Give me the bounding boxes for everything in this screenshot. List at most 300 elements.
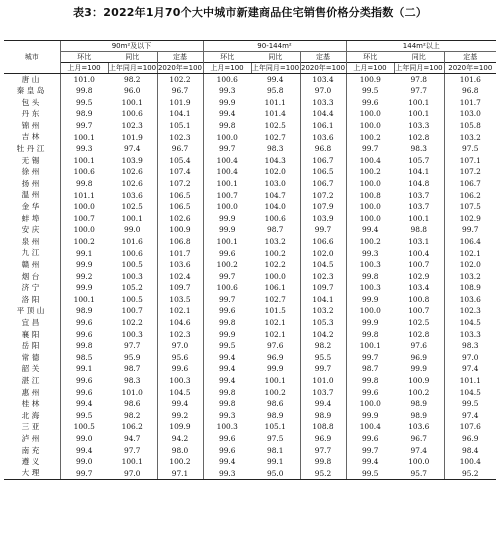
index-value-cell: 99.8 (60, 340, 108, 352)
index-value-cell: 99.3 (346, 247, 394, 259)
index-value-cell: 99.7 (203, 294, 251, 306)
city-name: 锦州 (21, 120, 42, 130)
index-value-cell: 99.6 (157, 363, 203, 375)
index-value-cell: 99.8 (203, 317, 251, 329)
index-value-cell: 107.2 (157, 178, 203, 190)
index-value-cell: 99.7 (346, 143, 394, 155)
index-value-cell: 102.1 (264, 329, 286, 339)
index-value-cell: 100.1 (60, 294, 108, 306)
city-name: 蚌埠 (21, 213, 42, 223)
index-value-cell: 99.9 (203, 329, 251, 341)
city-name: 平顶山 (16, 306, 47, 316)
group-header-90-and-below: 90m²及以下 (60, 41, 203, 52)
index-value-cell: 100.1 (264, 376, 286, 386)
index-value-cell: 98.0 (157, 445, 203, 457)
index-value-cell: 103.9 (300, 213, 346, 225)
table-row (4, 294, 496, 306)
index-value-cell: 99.9 (410, 364, 428, 374)
index-value-cell: 100.0 (346, 201, 394, 213)
index-value-cell: 100.0 (346, 213, 394, 225)
index-value-cell: 98.9 (60, 305, 108, 317)
index-value-cell: 105.4 (157, 155, 203, 167)
index-value-cell: 106.7 (444, 178, 496, 190)
index-value-cell: 99.0 (60, 456, 108, 468)
index-value-cell: 103.0 (264, 178, 286, 188)
index-value-cell: 102.5 (264, 120, 286, 130)
index-value-cell: 106.4 (444, 236, 496, 248)
index-value-cell: 103.4 (300, 74, 346, 86)
index-value-cell: 103.6 (300, 131, 346, 143)
index-value-cell: 101.9 (121, 132, 143, 142)
index-value-cell: 103.2 (444, 131, 496, 143)
table-row (4, 445, 496, 457)
index-value-cell: 99.4 (203, 352, 251, 364)
sub-header-mom: 环比 (60, 52, 108, 63)
index-value-cell: 99.2 (157, 410, 203, 422)
index-value-cell: 101.0 (60, 74, 108, 86)
index-value-cell: 101.7 (444, 97, 496, 109)
index-value-cell: 103.7 (408, 190, 430, 200)
index-value-cell: 95.9 (124, 352, 141, 362)
index-value-cell: 107.2 (444, 166, 496, 178)
index-value-cell: 99.7 (346, 445, 394, 457)
city-name: 九江 (21, 248, 42, 258)
index-value-cell: 99.8 (346, 329, 394, 341)
index-value-cell: 99.8 (346, 375, 394, 387)
index-value-cell: 100.6 (203, 282, 251, 294)
index-value-cell: 99.3 (60, 143, 108, 155)
index-value-cell: 100.7 (121, 306, 143, 316)
index-value-cell: 97.4 (444, 363, 496, 375)
index-value-cell: 100.9 (157, 224, 203, 236)
index-value-cell: 94.7 (124, 434, 141, 443)
index-value-cell: 99.4 (60, 445, 108, 457)
city-name: 吉林 (21, 132, 42, 142)
index-value-cell: 100.7 (203, 189, 251, 201)
index-value-cell: 97.7 (300, 445, 346, 457)
index-value-cell: 104.3 (264, 155, 286, 165)
index-value-cell: 104.1 (408, 167, 430, 177)
index-value-cell: 97.5 (444, 143, 496, 155)
index-value-cell: 97.6 (267, 341, 284, 351)
index-value-cell: 106.2 (444, 189, 496, 201)
city-name: 烟台 (21, 271, 42, 281)
index-value-cell: 99.6 (60, 387, 108, 399)
index-value-cell: 102.0 (264, 167, 286, 177)
index-value-cell: 100.2 (157, 456, 203, 468)
index-value-cell: 103.7 (300, 387, 346, 399)
index-value-cell: 101.1 (60, 189, 108, 201)
index-value-cell: 106.7 (300, 178, 346, 190)
index-value-cell: 99.1 (60, 363, 108, 375)
index-value-cell: 100.5 (121, 294, 143, 304)
index-value-cell: 100.0 (264, 271, 286, 281)
table-row (4, 166, 496, 178)
index-value-cell: 100.3 (121, 329, 143, 339)
city-name: 岳阳 (21, 341, 42, 351)
index-value-cell: 99.4 (157, 398, 203, 410)
table-row (4, 189, 496, 201)
index-value-cell: 105.1 (157, 120, 203, 132)
index-value-cell: 96.9 (267, 352, 284, 362)
table-row (4, 282, 496, 294)
table-row (4, 201, 496, 213)
index-value-cell: 100.6 (121, 109, 143, 119)
index-value-cell: 100.7 (408, 306, 430, 316)
index-value-cell: 105.2 (121, 283, 143, 293)
group-header-90-144: 90-144m² (203, 41, 346, 52)
index-value-cell: 99.7 (60, 468, 108, 480)
table-row (4, 375, 496, 387)
table-row (4, 178, 496, 190)
table-row (4, 398, 496, 410)
index-value-cell: 100.2 (264, 248, 286, 258)
index-value-cell: 99.8 (203, 398, 251, 410)
index-value-cell: 99.1 (60, 247, 108, 259)
index-value-cell: 100.5 (60, 421, 108, 433)
index-value-cell: 99.8 (300, 456, 346, 468)
sub-header-yoy: 同比 (268, 52, 283, 61)
index-value-cell: 97.1 (157, 468, 203, 480)
table-body (4, 74, 496, 480)
city-name: 金华 (21, 202, 42, 212)
city-name: 安庆 (21, 225, 42, 235)
index-value-cell: 97.7 (410, 86, 428, 96)
city-name: 襄阳 (21, 329, 42, 339)
index-value-cell: 104.5 (444, 317, 496, 329)
index-value-cell: 102.2 (121, 318, 143, 328)
table-title: 表3：2022年1月70个大中城市新建商品住宅销售价格分类指数（二） (72, 6, 428, 19)
index-value-cell: 100.3 (346, 282, 394, 294)
index-value-cell: 101.6 (121, 236, 143, 246)
table-row (4, 97, 496, 109)
index-value-cell: 100.3 (157, 375, 203, 387)
index-value-cell: 100.4 (203, 155, 251, 167)
index-value-cell: 97.4 (410, 445, 428, 455)
index-value-cell: 102.3 (444, 305, 496, 317)
base-header-2020: 2020年=100 (444, 63, 496, 74)
index-value-cell: 100.8 (408, 294, 430, 304)
index-value-cell: 97.0 (300, 85, 346, 97)
city-name: 洛阳 (21, 294, 42, 304)
index-value-cell: 97.4 (444, 410, 496, 422)
index-value-cell: 98.6 (267, 399, 284, 409)
city-name: 赣州 (21, 260, 42, 269)
table-row (4, 271, 496, 283)
index-value-cell: 102.2 (264, 260, 286, 270)
index-value-cell: 100.1 (203, 178, 251, 190)
table-row (4, 74, 496, 86)
city-name: 徐州 (21, 167, 42, 177)
index-value-cell: 98.9 (410, 399, 428, 409)
index-value-cell: 100.2 (408, 387, 430, 397)
index-value-cell: 98.7 (346, 363, 394, 375)
base-header-same-month-last-year: 上年同月=100 (395, 63, 443, 72)
index-value-cell: 109.7 (157, 282, 203, 294)
index-value-cell: 96.9 (410, 352, 428, 362)
index-value-cell: 99.8 (203, 120, 251, 132)
index-value-cell: 99.6 (60, 329, 108, 341)
index-value-cell: 95.2 (444, 468, 496, 480)
index-value-cell: 104.8 (408, 178, 430, 188)
index-value-cell: 98.2 (300, 340, 346, 352)
index-value-cell: 104.5 (157, 387, 203, 399)
index-value-cell: 99.2 (60, 271, 108, 283)
index-value-cell: 99.6 (346, 387, 394, 399)
index-value-cell: 104.5 (300, 259, 346, 271)
city-name: 泸州 (21, 433, 42, 443)
index-value-cell: 100.6 (60, 166, 108, 178)
sub-header-fixed-base: 定基 (157, 52, 203, 63)
index-value-cell: 103.4 (408, 283, 430, 293)
index-value-cell: 100.6 (264, 213, 286, 223)
index-value-cell: 99.6 (60, 375, 108, 387)
city-name: 惠州 (21, 387, 42, 397)
index-value-cell: 98.9 (60, 108, 108, 120)
index-value-cell: 100.1 (408, 213, 430, 223)
index-value-cell: 107.1 (444, 155, 496, 167)
index-value-cell: 97.0 (444, 352, 496, 364)
base-header-last-month: 上月=100 (203, 63, 251, 74)
index-value-cell: 102.3 (157, 131, 203, 143)
index-value-cell: 103.6 (157, 259, 203, 271)
index-value-cell: 100.0 (346, 108, 394, 120)
index-value-cell: 99.4 (203, 108, 251, 120)
index-value-cell: 102.5 (408, 318, 430, 328)
index-value-cell: 100.1 (408, 109, 430, 119)
index-value-cell: 104.6 (157, 317, 203, 329)
price-index-table (4, 40, 496, 480)
index-value-cell: 100.0 (346, 178, 394, 190)
index-value-cell: 104.1 (157, 108, 203, 120)
index-value-cell: 99.6 (346, 97, 394, 109)
index-value-cell: 100.2 (346, 131, 394, 143)
index-value-cell: 99.3 (203, 85, 251, 97)
index-value-cell: 98.2 (124, 74, 141, 84)
index-value-cell: 100.7 (408, 260, 430, 270)
index-value-cell: 99.3 (203, 468, 251, 480)
index-value-cell: 99.6 (203, 247, 251, 259)
city-name: 牡丹江 (16, 144, 47, 154)
index-value-cell: 99.9 (346, 317, 394, 329)
table-row (4, 155, 496, 167)
table-row (4, 352, 496, 364)
index-value-cell: 100.1 (121, 97, 143, 107)
index-value-cell: 99.3 (203, 410, 251, 422)
index-value-cell: 100.2 (346, 236, 394, 248)
index-value-cell: 103.0 (444, 108, 496, 120)
base-header-2020: 2020年=100 (157, 63, 203, 72)
index-value-cell: 102.1 (264, 318, 286, 328)
index-value-cell: 107.6 (444, 421, 496, 433)
index-value-cell: 102.3 (121, 120, 143, 130)
index-value-cell: 105.7 (408, 155, 430, 165)
index-value-cell: 103.3 (408, 120, 430, 130)
index-value-cell: 103.5 (157, 294, 203, 306)
index-value-cell: 99.0 (124, 225, 141, 235)
index-value-cell: 98.9 (410, 410, 428, 420)
table-row (4, 387, 496, 399)
index-value-cell: 99.4 (203, 375, 251, 387)
table-row (4, 363, 496, 375)
table-row (4, 329, 496, 341)
table-header (4, 41, 496, 74)
index-value-cell: 100.3 (121, 271, 143, 281)
index-value-cell: 103.6 (121, 190, 143, 200)
index-value-cell: 101.1 (264, 97, 286, 107)
index-value-cell: 100.2 (264, 387, 286, 397)
index-value-cell: 100.6 (121, 248, 143, 258)
city-name: 济宁 (21, 283, 42, 293)
index-value-cell: 103.7 (408, 202, 430, 212)
index-value-cell: 100.8 (346, 189, 394, 201)
index-value-cell: 100.4 (203, 166, 251, 178)
index-value-cell: 98.3 (124, 376, 141, 386)
sub-header-fixed-base: 定基 (444, 52, 496, 63)
city-name: 桂林 (21, 399, 42, 409)
index-value-cell: 95.7 (394, 468, 444, 480)
index-value-cell: 99.8 (346, 271, 394, 283)
index-value-cell: 106.8 (157, 236, 203, 248)
index-value-cell: 100.0 (346, 398, 394, 410)
index-value-cell: 98.1 (267, 445, 284, 455)
index-value-cell: 100.5 (121, 260, 143, 270)
index-value-cell: 101.1 (444, 375, 496, 387)
sub-header-mom: 环比 (203, 52, 251, 63)
index-value-cell: 106.5 (157, 201, 203, 213)
index-value-cell: 101.6 (444, 74, 496, 86)
index-value-cell: 95.5 (300, 352, 346, 364)
index-value-cell: 95.2 (300, 468, 346, 480)
index-value-cell: 101.7 (157, 247, 203, 259)
index-value-cell: 98.9 (267, 410, 284, 420)
table-row (4, 340, 496, 352)
index-value-cell: 99.9 (203, 213, 251, 225)
city-name: 常德 (21, 352, 42, 362)
index-value-cell: 100.3 (346, 259, 394, 271)
index-value-cell: 99.7 (346, 352, 394, 364)
index-value-cell: 102.8 (408, 132, 430, 142)
index-value-cell: 103.2 (264, 236, 286, 246)
index-value-cell: 106.6 (300, 236, 346, 248)
index-value-cell: 100.4 (408, 248, 430, 258)
index-value-cell: 106.1 (300, 120, 346, 132)
index-value-cell: 96.8 (444, 85, 496, 97)
base-header-last-month: 上月=100 (60, 63, 108, 74)
index-value-cell: 98.3 (444, 340, 496, 352)
index-value-cell: 97.5 (267, 434, 284, 443)
table-row (4, 131, 496, 143)
index-value-cell: 102.9 (444, 213, 496, 225)
city-name: 北海 (21, 410, 42, 420)
table-row (4, 213, 496, 225)
index-value-cell: 99.9 (60, 282, 108, 294)
city-name: 包头 (21, 97, 42, 107)
table-row (4, 317, 496, 329)
index-value-cell: 101.0 (121, 387, 143, 397)
index-value-cell: 98.3 (267, 144, 284, 154)
city-name: 秦皇岛 (16, 86, 47, 96)
index-value-cell: 103.1 (408, 236, 430, 246)
sub-header-yoy: 同比 (125, 52, 140, 61)
index-value-cell: 100.0 (60, 224, 108, 236)
index-value-cell: 99.6 (60, 317, 108, 329)
index-value-cell: 98.6 (124, 399, 141, 409)
index-value-cell: 99.7 (203, 143, 251, 155)
index-value-cell: 104.2 (300, 329, 346, 341)
city-name: 无锡 (21, 155, 42, 165)
city-name: 大理 (4, 468, 60, 480)
index-value-cell: 99.8 (60, 178, 108, 190)
index-value-cell: 99.6 (203, 433, 251, 445)
index-value-cell: 104.5 (444, 387, 496, 399)
index-value-cell: 98.4 (444, 445, 496, 457)
index-value-cell: 102.1 (444, 247, 496, 259)
table-row (4, 259, 496, 271)
index-value-cell: 99.1 (267, 457, 284, 467)
index-value-cell: 102.2 (157, 74, 203, 86)
index-value-cell: 102.7 (264, 294, 286, 304)
index-value-cell: 99.5 (60, 97, 108, 109)
index-value-cell: 99.7 (300, 224, 346, 236)
index-value-cell: 103.2 (444, 271, 496, 283)
city-name: 遵义 (21, 457, 42, 467)
index-value-cell: 103.3 (300, 97, 346, 109)
index-value-cell: 106.7 (300, 155, 346, 167)
index-value-cell: 102.0 (300, 247, 346, 259)
index-value-cell: 99.4 (346, 224, 394, 236)
index-value-cell: 103.9 (121, 155, 143, 165)
index-value-cell: 104.0 (264, 202, 286, 212)
index-value-cell: 103.6 (444, 294, 496, 306)
index-value-cell: 102.1 (157, 305, 203, 317)
index-value-cell: 104.1 (300, 294, 346, 306)
index-value-cell: 99.4 (60, 398, 108, 410)
index-value-cell: 99.5 (346, 85, 394, 97)
index-value-cell: 99.8 (60, 85, 108, 97)
index-value-cell: 99.6 (203, 305, 251, 317)
city-name: 扬州 (21, 178, 42, 188)
index-value-cell: 106.5 (157, 189, 203, 201)
index-value-cell: 99.9 (346, 294, 394, 306)
index-value-cell: 101.5 (264, 306, 286, 316)
index-value-cell: 98.8 (410, 225, 428, 235)
index-value-cell: 100.2 (60, 236, 108, 248)
index-value-cell: 100.2 (203, 259, 251, 271)
index-value-cell: 96.0 (124, 86, 141, 96)
index-value-cell: 99.9 (267, 364, 284, 374)
city-name: 唐山 (21, 74, 42, 84)
index-value-cell: 97.4 (124, 144, 141, 154)
index-value-cell: 99.5 (444, 398, 496, 410)
base-header-2020: 2020年=100 (300, 63, 346, 72)
index-value-cell: 100.7 (60, 213, 108, 225)
index-value-cell: 105.8 (444, 120, 496, 132)
index-value-cell: 108.8 (300, 421, 346, 433)
index-value-cell: 103.2 (300, 305, 346, 317)
table-row (4, 224, 496, 236)
index-value-cell: 97.0 (108, 468, 157, 480)
city-name: 温州 (21, 190, 42, 200)
index-value-cell: 102.5 (121, 202, 143, 212)
index-value-cell: 101.4 (264, 109, 286, 119)
index-value-cell: 99.5 (60, 410, 108, 422)
index-value-cell: 102.3 (300, 271, 346, 283)
index-value-cell: 100.1 (346, 340, 394, 352)
table-row (4, 421, 496, 433)
index-value-cell: 102.6 (121, 178, 143, 188)
index-value-cell: 98.7 (267, 225, 284, 235)
